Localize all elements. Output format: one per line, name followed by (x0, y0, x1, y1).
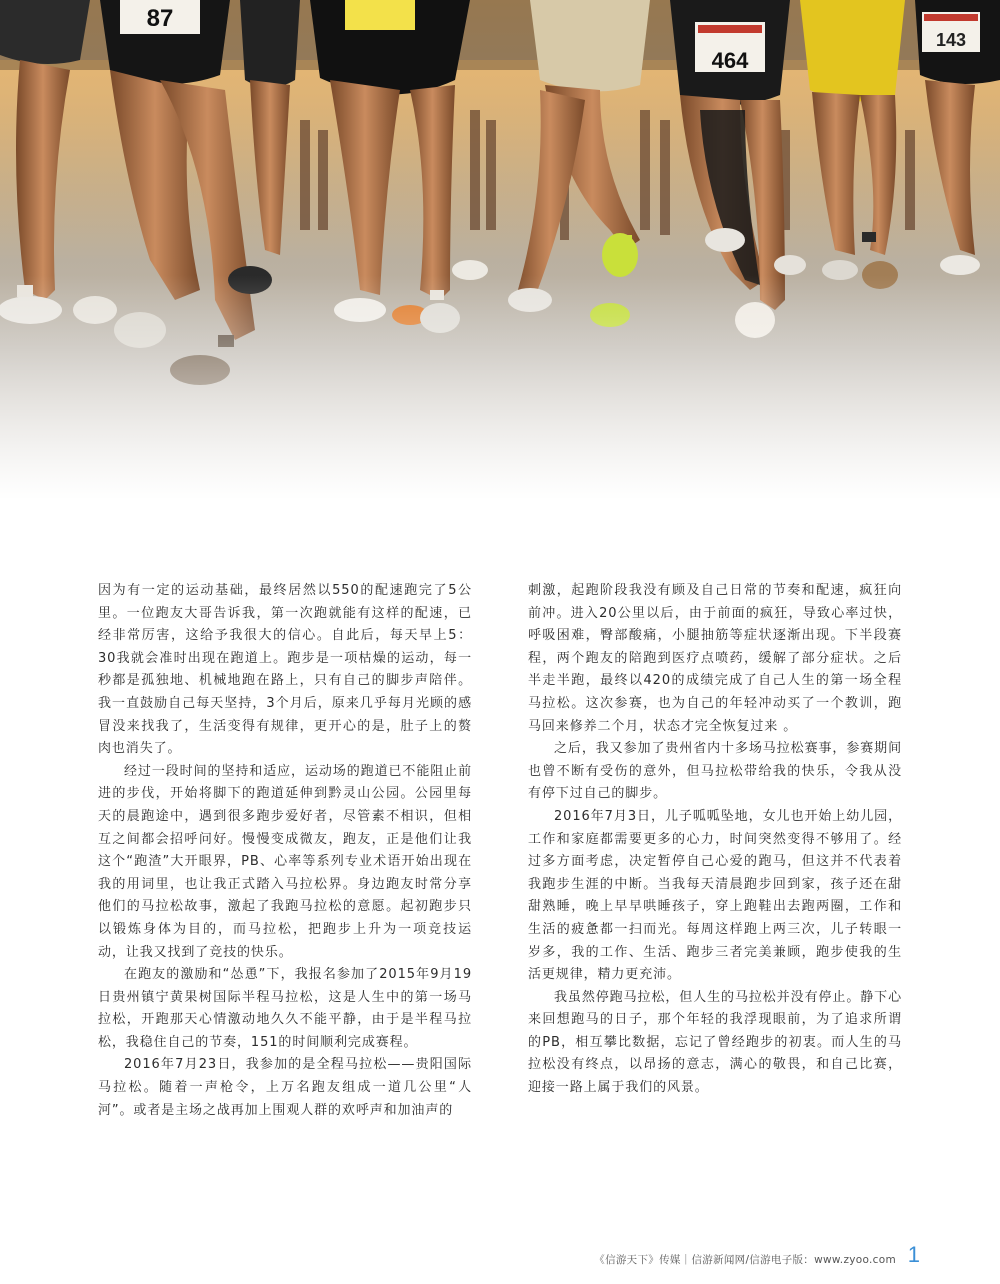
right-paragraph-1: 刺激，起跑阶段我没有顾及自己日常的节奏和配速，疯狂向前冲。进入20公里以后，由于前面的疯狂，导致心率过快，呼吸困难，臀部酸痛，小腿抽筋等症状逐渐出现。下半段赛程，两个跑友的陪跑到医疗点喷药，缓解了部分症状。之后半走半跑，最终以420的成绩完成了自己人生的第一场全程马拉松。这次参赛，也为自己的年轻冲动买了一个教训，跑马回来修养二个月，状态才完全恢复过来 。 (528, 583, 902, 734)
right-paragraph-2: 之后，我又参加了贵州省内十多场马拉松赛事，参赛期间也曾不断有受伤的意外，但马拉松带给我的快乐，令我从没有停下过自己的脚步。 (528, 741, 902, 802)
runners-illustration (0, 0, 1000, 500)
right-paragraph-3: 2016年7月3日，儿子呱呱坠地，女儿也开始上幼儿园，工作和家庭都需要更多的心力，时间突然变得不够用了。经过多方面考虑，决定暂停自己心爱的跑马，但这并不代表着我跑步生涯的中断。当我每天清晨跑步回到家，孩子还在甜甜熟睡，晚上早早哄睡孩子，穿上跑鞋出去跑两圈，工作和生活的疲惫都一扫而光。每周这样跑上两三次，儿子转眼一岁多，我的工作、生活、跑步三者完美兼顾，跑步使我的生活更规律，精力更充沛。 (528, 808, 902, 983)
left-paragraph-4: 2016年7月23日，我参加的是全程马拉松——贵阳国际马拉松。随着一声枪令，上万名跑友组成一道几公里“人河”。或者是主场之战再加上围观人群的欢呼声和加油声的 (98, 1057, 472, 1118)
article-right-column (528, 580, 902, 1100)
left-paragraph-2: 经过一段时间的坚持和适应，运动场的跑道已不能阻止前进的步伐，开始将脚下的跑道延伸到黔灵山公园。公园里每天的晨跑途中，遇到很多跑步爱好者，尽管素不相识，但相互之间都会招呼问好。慢慢变成微友，跑友，正是他们让我这个“跑渣”大开眼界，PB、心率等系列专业术语开始出现在我的用词里，也让我正式踏入马拉松界。身边跑友时常分享他们的马拉松故事，激起了我跑马拉松的意愿。起初跑步只以锻炼身体为目的，而马拉松，把跑步上升为一项竞技运动，让我又找到了竞技的快乐。 (98, 763, 472, 960)
hero-photo-marathon-runners (0, 0, 1000, 500)
page-footer (0, 1244, 1000, 1268)
right-paragraph-4: 我虽然停跑马拉松，但人生的马拉松并没有停止。静下心来回想跑马的日子，那个年轻的我浮现眼前，为了追求所谓的PB，相互攀比数据，忘记了曾经跑步的初衷。而人生的马拉松没有终点，以昂扬的意志，满心的敬畏，和自己比赛，迎接一路上属于我们的风景。 (528, 989, 902, 1096)
article-left-column (98, 580, 472, 1122)
page-number: 1 (907, 1242, 920, 1267)
footer-publication-text: 《信游天下》传媒｜信游新闻网/信游电子版：www.zyoo.com (594, 1254, 896, 1266)
left-paragraph-1: 因为有一定的运动基础，最终居然以550的配速跑完了5公里。一位跑友大哥告诉我，第一次跑就能有这样的配速，已经非常厉害，这给予我很大的信心。自此后，每天早上5：30我就会准时出现在跑道上。跑步是一项枯燥的运动，每一秒都是孤独地、机械地跑在路上，只有自己的脚步声陪伴。我一直鼓励自己每天坚持，3个月后，原来几乎每月光顾的感冒没来找我了，生活变得有规律，更开心的是，肚子上的赘肉也消失了。 (98, 583, 472, 757)
left-paragraph-3: 在跑友的激励和“怂恿”下，我报名参加了2015年9月19日贵州镇宁黄果树国际半程马拉松，这是人生中的第一场马拉松，开跑那天心情激动地久久不能平静，由于是半程马拉松，我稳住自己的节奏，151的时间顺利完成赛程。 (98, 967, 472, 1050)
